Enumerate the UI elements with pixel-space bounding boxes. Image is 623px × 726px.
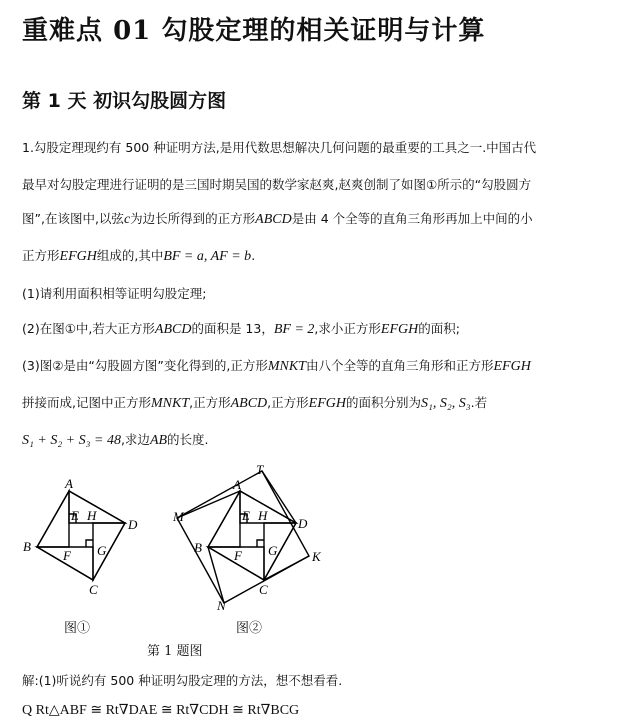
text-segment: 的面积; [418,321,460,336]
fig1-label-b: B [23,539,31,554]
math-ab: AB [149,433,168,448]
triangle-baf [208,491,240,547]
fig1-label-f: F [63,548,71,563]
problem-line-2: 最早对勾股定理进行证明的是三国时期吴国的数学家赵爽,赵爽创制了如图①所示的“勾股圆方 [22,177,532,192]
solution-line-2: Q Rt△ABF ≅ Rt∇DAE ≅ Rt∇CDH ≅ Rt∇BCG [22,703,300,718]
fig2-label-n: N [217,598,226,613]
square-mnkt [177,471,309,603]
text-segment: (2)在图①中,若大正方形 [22,321,155,336]
math-mnkt: MNKT [150,396,190,411]
figure-2-diagram [177,471,309,603]
math-abcd: ABCD [230,396,268,411]
section-subtitle: 第 1 天 初识勾股圆方图 [22,90,227,112]
math-efgh: EFGH [308,396,346,411]
figure-1-caption: 图① [64,621,91,636]
fig2-label-d: D [298,516,308,531]
math-abcd: ABCD [154,322,192,337]
title-text: 勾股定理的相关证明与计算 [161,16,486,46]
question-1: (1)请利用面积相等证明勾股定理; [22,286,207,301]
fig2-label-t: T [256,462,264,477]
problem-line-1: 1.勾股定理现约有 500 种证明方法,是用代数思想解决几何问题的最重要的工具之一.中国古代 [22,140,537,155]
fig1-label-d: D [128,517,138,532]
math-efgh: EFGH [59,249,97,264]
fig2-label-c: C [259,582,268,597]
title-number: 01 [113,16,152,46]
text-segment: .若 [470,395,488,410]
text-segment: 的面积是 13， [191,321,274,336]
math-c: c [123,212,131,227]
right-angle-mark [86,540,93,547]
math-efgh: EFGH [493,359,531,374]
fig1-label-h: H [87,508,97,523]
square-abcd [37,491,125,580]
question-3-line-1 [22,356,531,375]
square-abcd [208,491,296,580]
fig1-label-e: E [71,508,79,523]
math-efgh: EFGH [380,322,419,337]
fig1-label-a: A [65,476,73,491]
outer-edge [177,491,240,518]
problem-line-4 [22,246,255,265]
text-segment: 是由 4 个全等的直角三角形再加上中间的小 [291,211,533,226]
triangle-baf [37,491,69,547]
text-segment: 的长度. [167,432,209,447]
text-segment: . [251,248,256,263]
text-segment: (3)图②是由“勾股圆方图”变化得到的,正方形 [22,358,268,373]
question-3-line-3 [22,430,209,449]
fig1-label-g: G [97,543,107,558]
math-bf-af: BF = a, AF = b [163,249,252,264]
problem-line-3 [22,209,533,228]
question-2 [22,319,460,338]
text-segment: ,正方形 [267,395,309,410]
right-angle-mark [257,540,264,547]
fig2-label-b: B [194,540,202,555]
question-3-line-2 [22,393,487,412]
text-segment: 的面积分别为 [345,395,421,410]
title-prefix: 重难点 [22,16,104,46]
text-segment: 拼接而成,记图中正方形 [22,395,151,410]
figure-1-diagram [37,491,125,580]
figure-main-caption: 第 1 题图 [147,644,203,659]
text-segment: 为边长所得到的正方形 [130,211,256,226]
math-s-list: S₁, S₂, S₃ [420,396,471,411]
text-segment: 由八个全等的直角三角形和正方形 [305,358,494,373]
fig2-label-e: E [242,508,250,523]
solution-line-1: 解:(1)听说约有 500 种证明勾股定理的方法，想不想看看. [22,673,343,688]
fig2-label-g: G [268,543,278,558]
text-segment: ,求小正方形 [314,321,381,336]
math-mnkt: MNKT [267,359,306,374]
fig2-label-k: K [312,549,321,564]
text-segment: 组成的,其中 [96,248,164,263]
fig2-label-f: F [234,548,242,563]
fig2-label-a: A [233,477,241,492]
figure-2-caption: 图② [236,621,263,636]
text-segment: 正方形 [22,248,60,263]
text-segment: ,正方形 [189,395,231,410]
text-segment: 图”,在该图中,以弦 [22,211,124,226]
fig2-label-h: H [258,508,268,523]
fig2-label-m: M [173,509,184,524]
text-segment: ,求边 [120,432,150,447]
page-title [22,10,485,47]
fig1-label-c: C [89,582,98,597]
math-s-sum: S₁ + S₂ + S₃ = 48 [22,433,121,448]
math-bf: BF = 2 [273,322,315,337]
math-abcd: ABCD [255,212,292,227]
